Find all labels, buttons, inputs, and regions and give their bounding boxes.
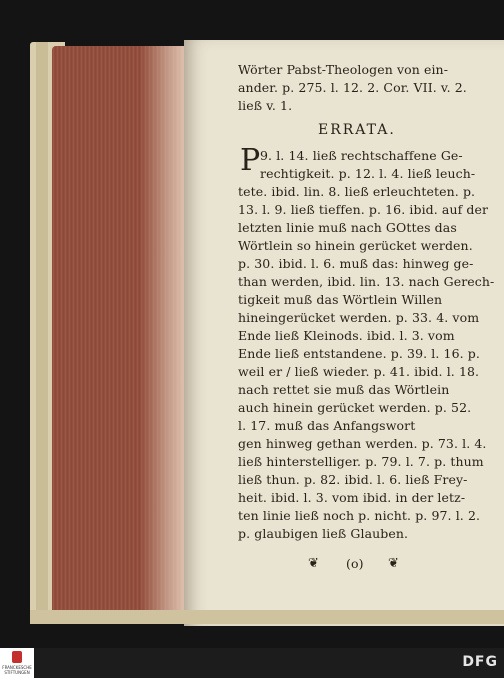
text-line: ließ v. 1. (238, 98, 293, 113)
text-line: ander. p. 275. l. 12. 2. Cor. VII. v. 2. (238, 80, 467, 95)
dfg-logo[interactable]: DFG (462, 654, 498, 670)
errata-line: nach rettet sie muß das Wörtlein (238, 382, 450, 397)
errata-line: ten linie ließ noch p. nicht. p. 97. l. 2. (238, 508, 481, 523)
text-line: Wörter Pabst-Theologen von ein- (238, 62, 449, 77)
errata-line: tete. ibid. lin. 8. ließ erleuchteten. p. (238, 184, 476, 199)
errata-heading: ERRATA. (318, 122, 396, 138)
errata-line: Wörtlein so hinein gerücket werden. (238, 238, 473, 253)
errata-line: hineingerücket werden. p. 33. 4. vom (238, 310, 480, 325)
page-signature: (o) (346, 556, 364, 571)
ornament-left-icon: ❦ (308, 556, 319, 571)
errata-line: auch hinein gerücket werden. p. 52. (238, 400, 472, 415)
errata-line: l. 17. muß das Anfangswort (238, 418, 416, 433)
errata-line: 13. l. 9. ließ tieffen. p. 16. ibid. auf der (238, 202, 489, 217)
institution-logo[interactable] (0, 648, 34, 678)
errata-line: Ende ließ entstandene. p. 39. l. 16. p. (238, 346, 480, 361)
logo-text: FRANCKESCHE STIFTUNGEN (2, 665, 32, 675)
errata-line: heit. ibid. l. 3. vom ibid. in der letz- (238, 490, 466, 505)
errata-line: 9. l. 14. ließ rechtschaffene Ge- (260, 148, 463, 163)
errata-line: gen hinweg gethan werden. p. 73. l. 4. (238, 436, 487, 451)
errata-line: p. 30. ibid. l. 6. muß das: hinweg ge- (238, 256, 474, 271)
logo-mark-icon (12, 651, 22, 663)
page-edges-shade (140, 46, 187, 614)
errata-line: Ende ließ Kleinods. ibid. l. 3. vom (238, 328, 455, 343)
errata-line: p. glaubigen ließ Glauben. (238, 526, 409, 541)
errata-line: tigkeit muß das Wörtlein Willen (238, 292, 443, 307)
errata-line: ließ thun. p. 82. ibid. l. 6. ließ Frey- (238, 472, 468, 487)
book-cover-edge (36, 42, 48, 620)
errata-line: rechtigkeit. p. 12. l. 4. ließ leuch- (260, 166, 476, 181)
errata-line: than werden, ibid. lin. 13. nach Gerech- (238, 274, 495, 289)
book-cover-bottom (30, 610, 504, 624)
drop-cap: P (240, 143, 261, 178)
footer-bar (0, 648, 504, 678)
errata-line: letzten linie muß nach GOttes das (238, 220, 457, 235)
errata-line: ließ hinterstelliger. p. 79. l. 7. p. thum (238, 454, 484, 469)
ornament-right-icon: ❦ (388, 556, 399, 571)
errata-line: weil er / ließ wieder. p. 41. ibid. l. 18. (238, 364, 480, 379)
